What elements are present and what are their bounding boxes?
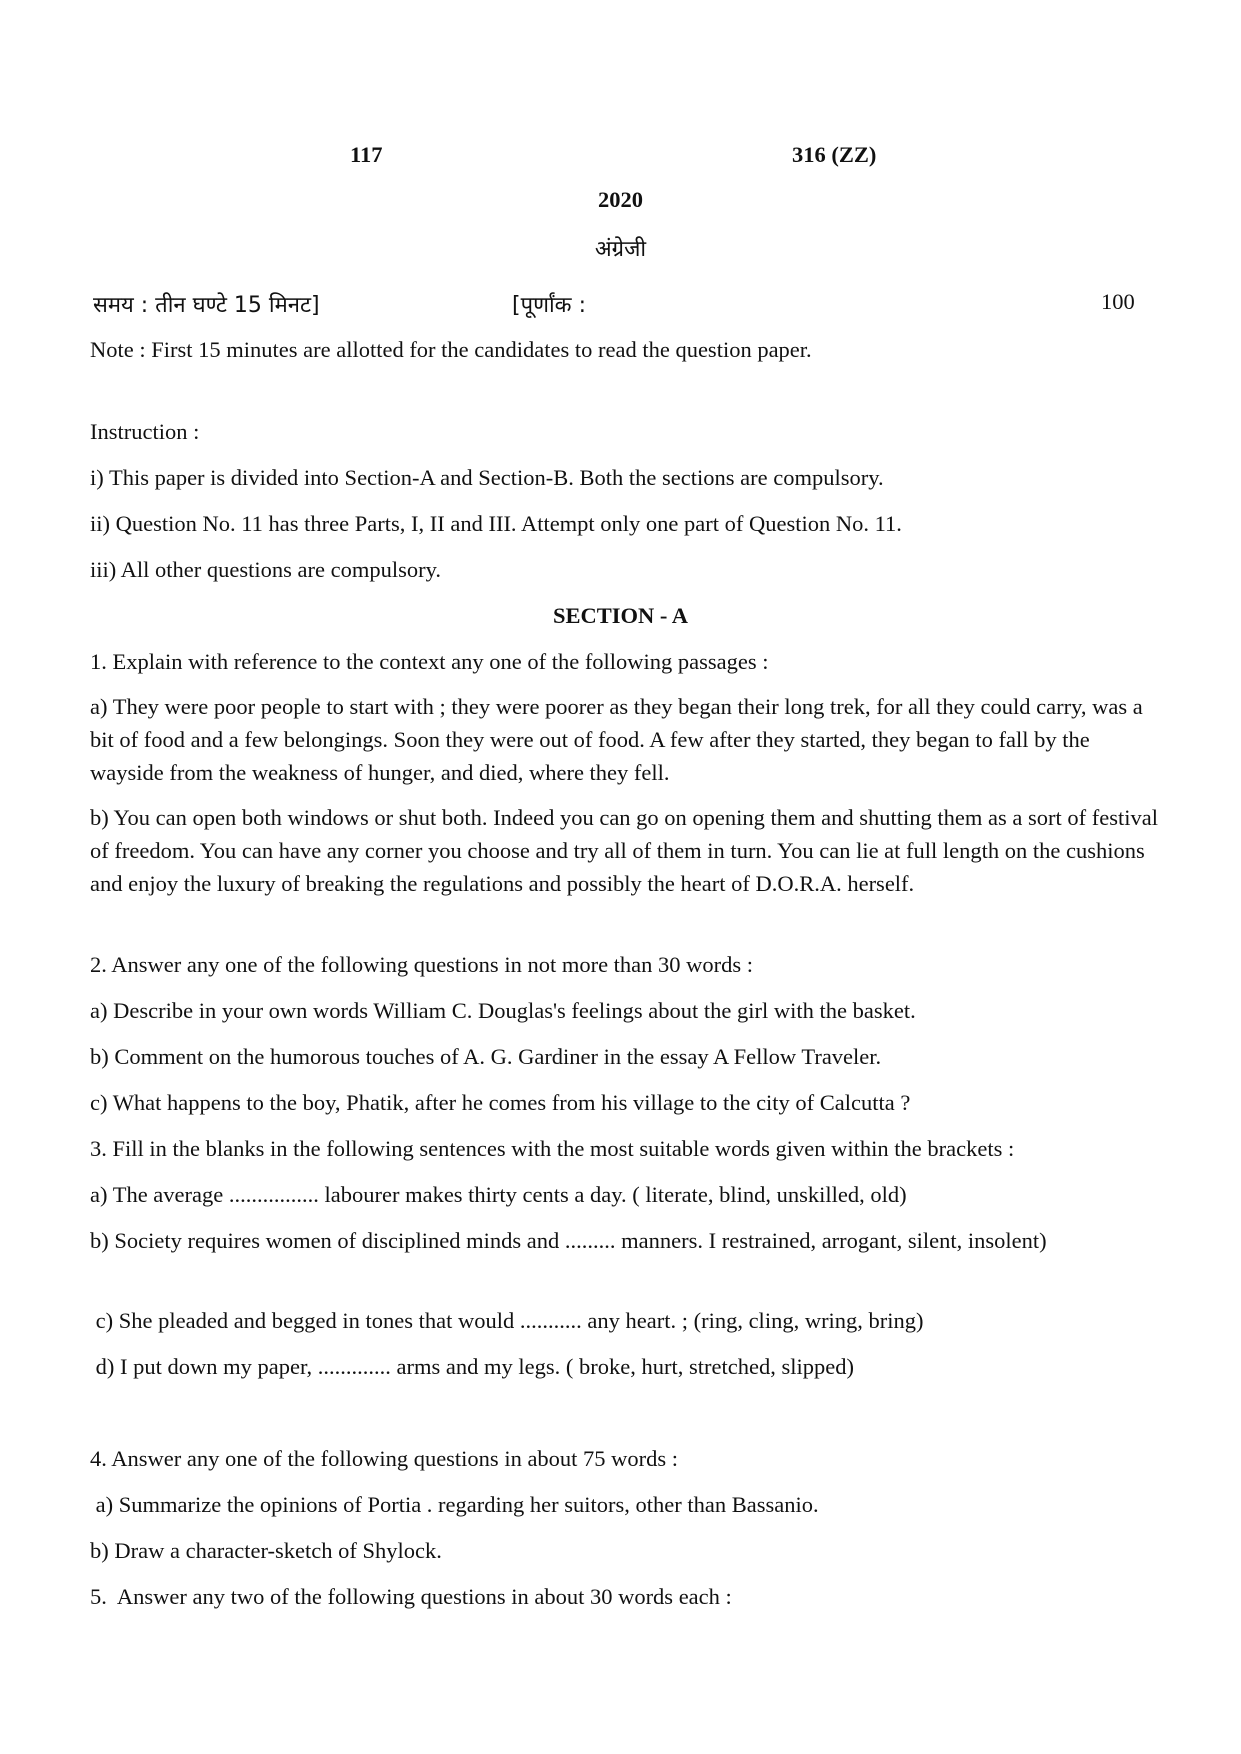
paper-code: 316 (ZZ) bbox=[792, 142, 877, 167]
max-marks-value: 100 bbox=[1101, 289, 1135, 314]
instruction-item: iii) All other questions are compulsory. bbox=[90, 557, 441, 582]
time-allowed: समय : तीन घण्टे 15 मिनट] bbox=[93, 293, 320, 318]
question-4: 4. Answer any one of the following questions in about 75 words : bbox=[90, 1446, 679, 1471]
question-2-option-a: a) Describe in your own words William C. Douglas's feelings about the girl with the basket. bbox=[90, 998, 916, 1023]
question-4-option-b: b) Draw a character-sketch of Shylock. bbox=[90, 1538, 442, 1563]
question-1-passage-b: b) You can open both windows or shut both. Indeed you can go on opening them and shutting them as a sort of festival of freedom. You can have any corner you choose and try all of them in turn. You can lie at full length on the cushions and enjoy the luxury of breaking the regulations and possibly the heart of D.O.R.A. herself. bbox=[90, 805, 1158, 896]
question-1-passage-a: a) They were poor people to start with ; they were poorer as they began their long trek, for all they could carry, was a bit of food and a few belongings. Soon they were out of food. A few after they started, they began to fall by the wayside from the weakness of hunger, and died, where they fell. bbox=[90, 694, 1143, 785]
question-3-item-b: b) Society requires women of disciplined minds and ......... manners. I restrained, arrogant, silent, insolent) bbox=[90, 1228, 1047, 1253]
section-title: SECTION - A bbox=[552, 603, 689, 628]
note-text: Note : First 15 minutes are allotted for the candidates to read the question paper. bbox=[90, 337, 812, 362]
question-2-option-b: b) Comment on the humorous touches of A. G. Gardiner in the essay A Fellow Traveler. bbox=[90, 1044, 882, 1069]
question-3-item-c: c) She pleaded and begged in tones that would ........... any heart. ; (ring, cling, wring, bring) bbox=[90, 1308, 924, 1333]
exam-year: 2020 bbox=[598, 187, 643, 212]
max-marks-label: [पूर्णांक : bbox=[512, 293, 586, 318]
question-3-item-a: a) The average ................ labourer makes thirty cents a day. ( literate, blind, unskilled, old) bbox=[90, 1182, 907, 1207]
question-3-item-d: d) I put down my paper, ............. arms and my legs. ( broke, hurt, stretched, slipped) bbox=[90, 1354, 854, 1379]
question-5: 5. Answer any two of the following questions in about 30 words each : bbox=[90, 1584, 732, 1609]
instruction-item: ii) Question No. 11 has three Parts, I, II and III. Attempt only one part of Question No. 11. bbox=[90, 511, 902, 536]
instruction-item: i) This paper is divided into Section-A and Section-B. Both the sections are compulsory. bbox=[90, 465, 884, 490]
question-2-option-c: c) What happens to the boy, Phatik, after he comes from his village to the city of Calcutta ? bbox=[90, 1090, 911, 1115]
paper-number: 117 bbox=[350, 142, 383, 167]
subject-title: अंग्रेजी bbox=[594, 237, 647, 262]
question-3: 3. Fill in the blanks in the following sentences with the most suitable words given within the brackets : bbox=[90, 1136, 1015, 1161]
question-1: 1. Explain with reference to the context any one of the following passages : bbox=[90, 649, 769, 674]
question-2: 2. Answer any one of the following questions in not more than 30 words : bbox=[90, 952, 754, 977]
instruction-heading: Instruction : bbox=[90, 419, 200, 444]
question-4-option-a: a) Summarize the opinions of Portia . regarding her suitors, other than Bassanio. bbox=[90, 1492, 819, 1517]
